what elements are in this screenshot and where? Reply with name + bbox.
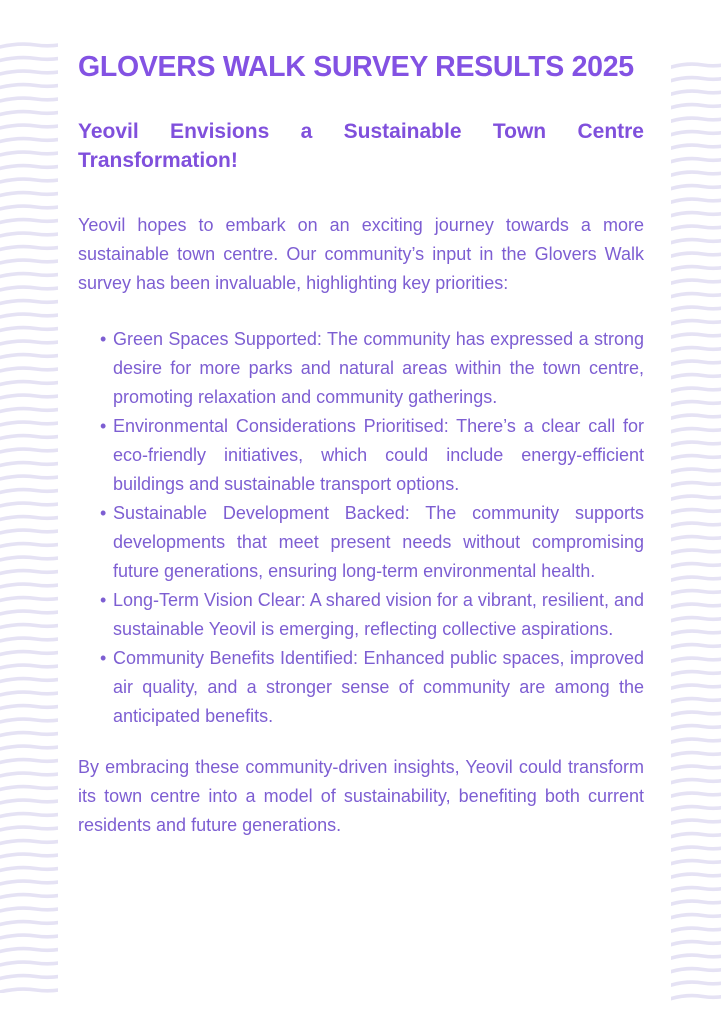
bullet-icon: • (100, 416, 107, 436)
list-item-environmental (100, 412, 644, 499)
list-item-long-term-vision (100, 586, 644, 644)
left-waves-pattern-icon (0, 38, 58, 993)
list-item-sustainable-development (100, 499, 644, 586)
right-waves-pattern-icon (671, 58, 721, 1006)
list-item-text: Environmental Considerations Prioritised: There’s a clear call for eco-friendly initiatives, which could include energy-efficient buildings and sustainable transport options. (113, 416, 644, 494)
intro-paragraph: Yeovil hopes to embark on an exciting journey towards a more sustainable town centre. Our community’s input in the Glovers Walk survey has been invaluable, highlighting key priorities: (78, 215, 644, 293)
priorities-list (78, 325, 644, 731)
list-item-community-benefits (100, 644, 644, 731)
list-item-text: Green Spaces Supported: The community has expressed a strong desire for more parks and natural areas within the town centre, promoting relaxation and community gatherings. (113, 329, 644, 407)
bullet-icon: • (100, 590, 107, 610)
page-title: GLOVERS WALK SURVEY RESULTS 2025 (78, 51, 634, 83)
flyer-content (78, 50, 644, 840)
bullet-icon: • (100, 503, 107, 523)
list-item-text: Long-Term Vision Clear: A shared vision for a vibrant, resilient, and sustainable Yeovil is emerging, reflecting collective aspirations. (113, 590, 644, 639)
closing-paragraph: By embracing these community-driven insights, Yeovil could transform its town centre into a model of sustainability, benefiting both current residents and future generations. (78, 757, 644, 835)
list-item-text: Community Benefits Identified: Enhanced public spaces, improved air quality, and a stronger sense of community are among the anticipated benefits. (113, 648, 644, 726)
list-item-green-spaces (100, 325, 644, 412)
list-item-text: Sustainable Development Backed: The community supports developments that meet present needs without compromising future generations, ensuring long-term environmental health. (113, 503, 644, 581)
bullet-icon: • (100, 329, 107, 349)
bullet-icon: • (100, 648, 107, 668)
page-subtitle: Yeovil Envisions a Sustainable Town Centre Transformation! (78, 120, 644, 172)
